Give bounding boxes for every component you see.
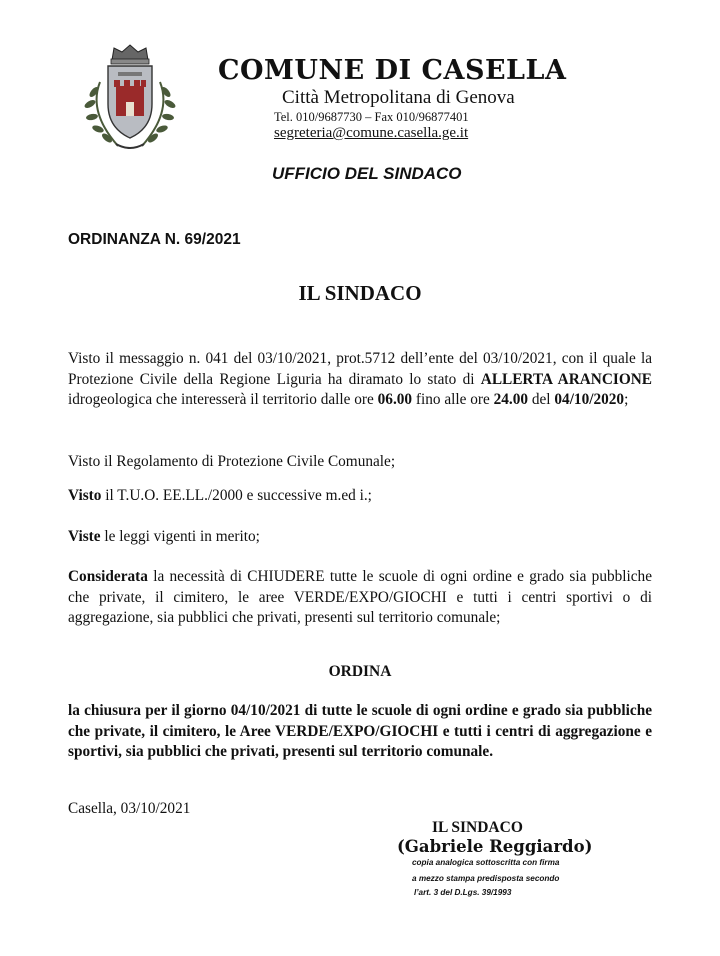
signature-name: (Gabriele Reggiardo) [397, 837, 593, 856]
ordina-heading: ORDINA [328, 663, 392, 680]
p4-text: le leggi vigenti in merito; [100, 528, 260, 545]
signature-note-3: l’art. 3 del D.Lgs. 39/1993 [414, 888, 512, 897]
paragraph-regolamento: Visto il Regolamento di Protezione Civile Comunale; [68, 453, 396, 470]
coat-of-arms-icon [78, 42, 182, 152]
paragraph-considerata [68, 567, 652, 629]
p3-text: il T.U.O. EE.LL./2000 e successive m.ed i.; [101, 487, 372, 504]
signature-note-2: a mezzo stampa predisposta secondo [412, 874, 560, 883]
p1-alert-level: ALLERTA ARANCIONE [480, 370, 652, 388]
signature-note-1: copia analogica sottoscritta con firma [412, 858, 560, 867]
p1-text-2: idrogeologica che interesserà il territorio dalle ore [68, 391, 378, 408]
document-title: IL SINDACO [298, 281, 422, 305]
p1-date: 04/10/2020 [554, 391, 625, 408]
contact-email-link[interactable]: segreteria@comune.casella.ge.it [274, 125, 469, 141]
paragraph-order-text: la chiusura per il giorno 04/10/2021 di tutte le scuole di ogni ordine e grado sia pubbliche che private, il cimitero, le Aree VERDE/EXPO/GIOCHI e tutti i centri di aggregazione e sportivi, sia pubblici che privati, presenti sul territorio comunale. [68, 702, 652, 760]
p5-bold: Considerata [68, 568, 148, 585]
paragraph-tuo [68, 486, 652, 507]
p1-text-4: del [528, 391, 555, 408]
contact-phone-fax: Tel. 010/9687730 – Fax 010/96877401 [274, 110, 469, 124]
p1-text-3: fino alle ore [412, 391, 494, 408]
p1-start-time: 06.00 [377, 391, 413, 408]
paragraph-visto-messaggio [68, 349, 652, 411]
p3-bold: Visto [68, 487, 102, 504]
office-heading: UFFICIO DEL SINDACO [272, 164, 462, 183]
p1-end-time: 24.00 [493, 391, 529, 408]
signature-title: IL SINDACO [432, 819, 523, 836]
ordinance-number: ORDINANZA N. 69/2021 [68, 231, 241, 248]
paragraph-leggi [68, 527, 652, 548]
metropolitan-city: Città Metropolitana di Genova [282, 87, 515, 108]
place-date: Casella, 03/10/2021 [68, 800, 191, 817]
p1-text-5: ; [624, 391, 629, 408]
p4-bold: Viste [68, 528, 101, 545]
p1-text-1: Visto il messaggio n. 041 del 03/10/2021, prot.5712 dell’ente del 03/10/2021, con il quale la Protezione Civile della Regione Liguria ha diramato lo stato di [68, 350, 652, 388]
p5-text: la necessità di CHIUDERE tutte le scuole di ogni ordine e grado sia pubbliche che private, il cimitero, le aree VERDE/EXPO/GIOCHI e tutti i centri sportivi o di aggregazione, sia pubblici che privati, presenti sul territorio comunale; [68, 568, 652, 626]
municipality-name: COMUNE DI CASELLA [218, 55, 567, 86]
